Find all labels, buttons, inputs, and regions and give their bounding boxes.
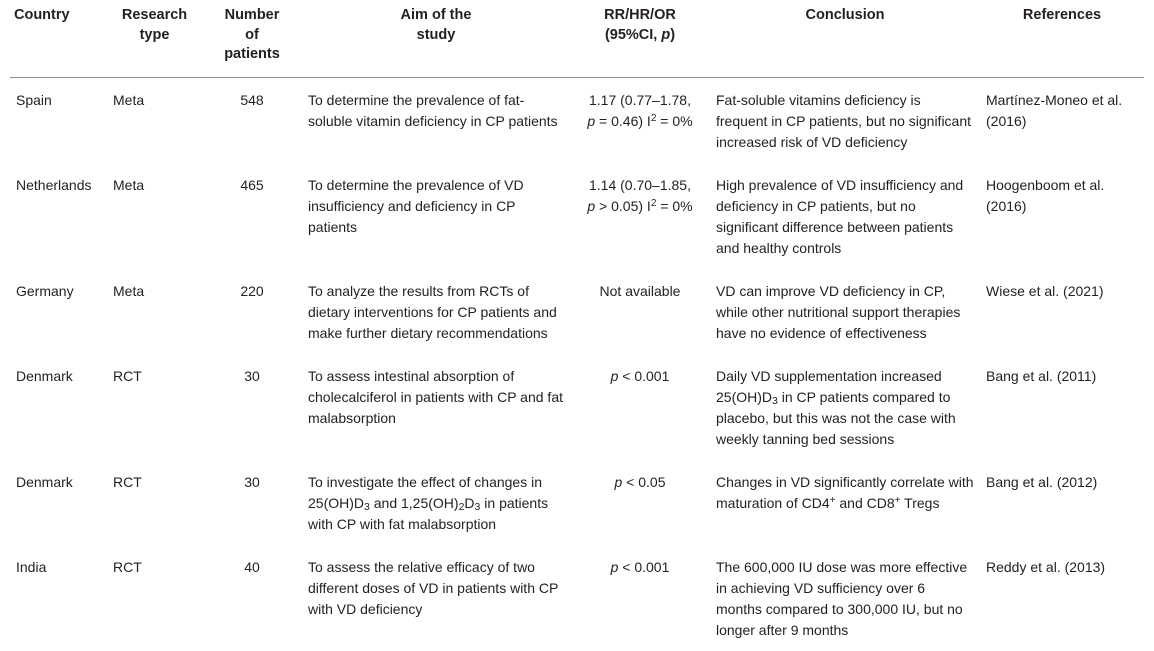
cell-statistics: Not available [599,282,681,299]
cell-reference: Wiese et al. (2021) [986,282,1104,299]
cell-number-of-patients: 30 [244,367,260,384]
cell-country: Denmark [16,473,73,490]
cell-research-type: Meta [113,282,145,299]
cell-number-of-patients: 40 [244,558,260,575]
cell-aim: To determine the prevalence of VD insufficiency and deficiency in CP patients [308,176,524,235]
cell-aim: To investigate the effect of changes in $25(OH)D_3$ and $1,25(OH)_2D_3$ in patients with CP with fat malabsorption [308,473,549,532]
column-header-references-label: References [1022,7,1102,23]
cell-number-of-patients: 465 [240,176,264,193]
p-symbol: p [661,26,671,43]
column-header-research-type-line1: Research [121,7,188,23]
cell-aim: To assess the relative efficacy of two different doses of VD in patients with CP with VD deficiency [308,558,559,617]
stat-value: < 0.05 [622,473,666,490]
study-table [10,0,1144,651]
cell-reference: Hoogenboom et al. (2016) [986,176,1105,214]
subscript-2: 2 [458,501,465,514]
subscript-3: 3 [364,501,370,514]
cell-country: Germany [16,282,74,299]
cell-research-type: RCT [113,558,142,575]
cell-research-type: RCT [113,367,142,384]
stat-p-symbol: p [587,112,596,129]
column-header-conclusion-label: Conclusion [805,7,885,23]
cell-country: Denmark [16,367,73,384]
cell-statistics [570,163,710,269]
table-row [10,354,1144,460]
cell-number-of-patients: 220 [240,282,264,299]
cell-statistics [570,545,710,651]
cell-country: India [16,558,47,575]
column-header-number-line3: patients [224,46,280,63]
cell-reference: Bang et al. (2012) [986,473,1098,490]
cell-country: Spain [16,91,52,108]
cell-number-of-patients: 548 [240,91,264,108]
column-header-number-line2: of [245,26,259,43]
subscript-3: 3 [474,501,481,514]
column-header-number-of-patients [202,0,302,77]
cell-statistics [570,77,710,163]
cell-country: Netherlands [16,176,92,193]
column-header-country-label: Country [14,7,70,23]
column-header-statistics-line1: RR/HR/OR [604,7,676,23]
cell-conclusion: High prevalence of VD insufficiency and deficiency in CP patients, but no significant difference between patients and healthy controls [716,176,964,256]
stat-value: < 0.001 [618,558,670,575]
table-row [10,77,1144,163]
cell-conclusion: The 600,000 IU dose was more effective in achieving VD sufficiency over 6 months compared to 300,000 IU, but no longer after 9 months [716,558,968,638]
cell-statistics [570,460,710,545]
table-header-row [10,0,1144,77]
column-header-research-type [107,0,202,77]
stat-p-symbol: p [610,367,619,384]
cell-conclusion: Fat-soluble vitamins deficiency is frequent in CP patients, but no significant increased risk of VD deficiency [716,91,972,150]
cell-aim: To analyze the results from RCTs of dietary interventions for CP patients and make further dietary recommendations [308,282,557,341]
table-row [10,269,1144,354]
cell-reference: Reddy et al. (2013) [986,558,1106,575]
cell-research-type: Meta [113,91,145,108]
cell-aim: To assess intestinal absorption of cholecalciferol in patients with CP and fat malabsorption [308,367,563,426]
stat-p-symbol: p [614,473,623,490]
cell-conclusion: Changes in VD significantly correlate with maturation of CD4+ and CD8+ Tregs [716,473,974,511]
cell-conclusion: Daily VD supplementation increased $25(OH)D_3$ in CP patients compared to placebo, but this was not the case with weekly tanning bed sessions [716,367,956,447]
column-header-statistics-line2: (95%CI, p) [604,26,676,43]
stat-line-2-end: = 0% [656,197,693,214]
stat-line-1: 1.17 (0.77–1.78, [589,91,691,108]
stat-p-symbol: p [587,197,596,214]
cell-research-type: Meta [113,176,145,193]
superscript-plus: + [829,495,836,507]
cell-research-type: RCT [113,473,142,490]
column-header-aim-line1: Aim of the [400,7,472,23]
column-header-research-type-line2: type [139,26,170,43]
table-body [10,77,1144,651]
table-header [10,0,1144,77]
stat-p-symbol: p [610,558,619,575]
column-header-number-line1: Number [224,7,280,23]
table-row [10,460,1144,545]
cell-statistics [570,354,710,460]
stat-line-2: > 0.05) I [595,197,651,214]
stat-line-1: 1.14 (0.70–1.85, [589,176,691,193]
column-header-conclusion [710,0,980,77]
column-header-aim-line2: study [416,26,456,43]
stat-superscript: 2 [650,198,657,210]
cell-aim: To determine the prevalence of fat-soluble vitamin deficiency in CP patients [308,91,558,129]
cell-number-of-patients: 30 [244,473,260,490]
stat-line-2-end: = 0% [656,112,693,129]
column-header-statistics [570,0,710,77]
cell-reference: Bang et al. (2011) [986,367,1097,384]
stat-line-2: = 0.46) I [595,112,651,129]
column-header-country [10,0,107,77]
superscript-plus: + [894,495,901,507]
subscript-3: 3 [772,395,778,408]
table-row [10,545,1144,651]
cell-conclusion: VD can improve VD deficiency in CP, while other nutritional support therapies have no evidence of effectiveness [716,282,961,341]
table-row [10,163,1144,269]
stat-value: < 0.001 [618,367,670,384]
column-header-aim [302,0,570,77]
stat-superscript: 2 [650,113,657,125]
cell-reference: Martínez-Moneo et al. (2016) [986,91,1123,129]
column-header-references [980,0,1144,77]
